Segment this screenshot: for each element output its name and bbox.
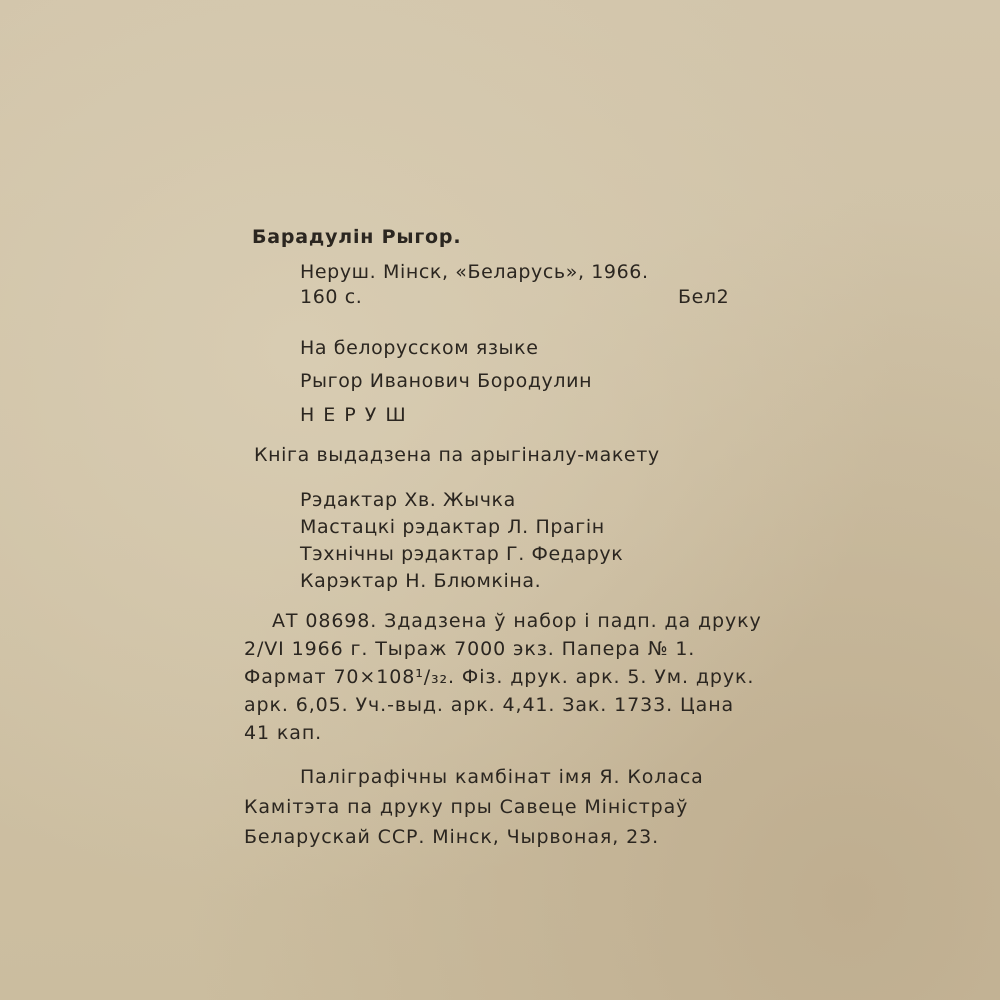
- ru-author-name: Рыгор Иванович Бородулин: [300, 370, 593, 392]
- staff-art-editor: Мастацкі рэдактар Л. Прагін: [300, 516, 605, 538]
- author-heading: Барадулін Рыгор.: [252, 226, 462, 248]
- ru-language-note: На белорусском языке: [300, 337, 539, 359]
- bib-line-1: Неруш. Мінск, «Беларусь», 1966.: [300, 261, 649, 283]
- staff-editor: Рэдактар Хв. Жычка: [300, 489, 516, 511]
- imprint-line-1: АТ 08698. Здадзена ў набор і падп. да друку: [272, 610, 762, 632]
- imprint-line-4: арк. 6,05. Уч.-выд. арк. 4,41. Зак. 1733. Цана: [244, 694, 735, 716]
- bib-code: Бел2: [678, 286, 730, 308]
- printer-line-1: Паліграфічны камбінат імя Я. Коласа: [300, 766, 704, 788]
- bib-pages: 160 с.: [300, 286, 363, 308]
- layout-note: Кніга выдадзена па арыгіналу-макету: [254, 444, 660, 466]
- staff-tech-editor: Тэхнічны рэдактар Г. Федарук: [300, 543, 624, 565]
- printer-line-2: Камітэта па друку пры Савеце Міністраў: [244, 796, 689, 818]
- staff-proofreader: Карэктар Н. Блюмкіна.: [300, 570, 542, 592]
- imprint-line-5: 41 кап.: [244, 722, 323, 744]
- ru-title: НЕРУШ: [300, 404, 415, 426]
- imprint-line-3: Фармат 70×108¹/₃₂. Фіз. друк. арк. 5. Ум. друк.: [244, 666, 755, 688]
- printer-line-3: Беларускай ССР. Мінск, Чырвоная, 23.: [244, 826, 660, 848]
- imprint-line-2: 2/VI 1966 г. Тыраж 7000 экз. Папера № 1.: [244, 638, 696, 660]
